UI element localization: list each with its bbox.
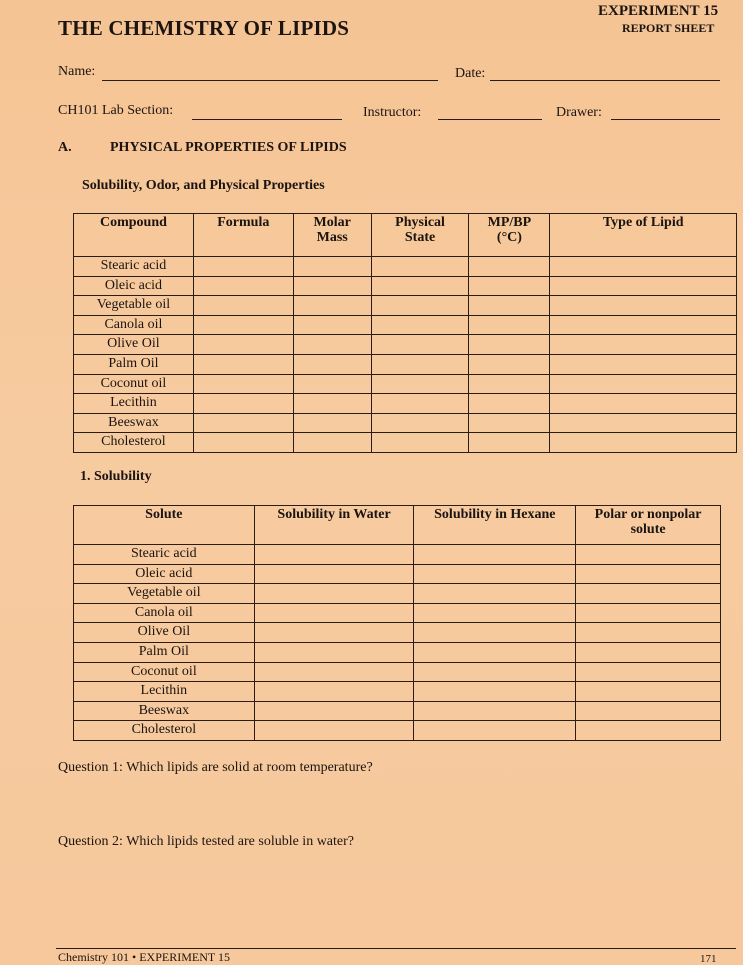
answer-cell[interactable] xyxy=(293,354,371,374)
col-solubility-hexane: Solubility in Hexane xyxy=(414,506,576,545)
date-field[interactable] xyxy=(490,80,720,81)
col-formula: Formula xyxy=(193,214,293,257)
answer-cell[interactable] xyxy=(576,721,721,741)
table-row xyxy=(74,701,721,721)
report-sheet-label: REPORT SHEET xyxy=(622,21,715,35)
answer-cell[interactable] xyxy=(550,374,737,394)
answer-cell[interactable] xyxy=(414,721,576,741)
answer-cell[interactable] xyxy=(469,374,550,394)
answer-cell[interactable] xyxy=(254,642,414,662)
instructor-field[interactable] xyxy=(438,119,542,120)
section-subtitle: Solubility, Odor, and Physical Properties xyxy=(82,178,325,193)
answer-cell[interactable] xyxy=(576,701,721,721)
answer-cell[interactable] xyxy=(469,315,550,335)
answer-cell[interactable] xyxy=(293,296,371,316)
col-solubility-water: Solubility in Water xyxy=(254,506,414,545)
answer-cell[interactable] xyxy=(254,603,414,623)
answer-cell[interactable] xyxy=(414,682,576,702)
row-label: Canola oil xyxy=(74,603,255,623)
col-compound: Compound xyxy=(74,214,194,257)
answer-cell[interactable] xyxy=(414,603,576,623)
answer-cell[interactable] xyxy=(371,374,469,394)
row-label: Palm Oil xyxy=(74,642,255,662)
answer-cell[interactable] xyxy=(414,642,576,662)
answer-cell[interactable] xyxy=(193,374,293,394)
answer-cell[interactable] xyxy=(193,257,293,277)
answer-cell[interactable] xyxy=(193,276,293,296)
answer-cell[interactable] xyxy=(550,335,737,355)
answer-cell[interactable] xyxy=(254,623,414,643)
table-row xyxy=(74,682,721,702)
answer-cell[interactable] xyxy=(576,564,721,584)
answer-cell[interactable] xyxy=(576,623,721,643)
table-row xyxy=(74,335,737,355)
row-label: Vegetable oil xyxy=(74,584,255,604)
row-label: Cholesterol xyxy=(74,433,194,453)
answer-cell[interactable] xyxy=(254,721,414,741)
experiment-label: EXPERIMENT 15 xyxy=(598,3,719,19)
table-row xyxy=(74,354,737,374)
solubility-table xyxy=(73,505,721,741)
row-label: Lecithin xyxy=(74,394,194,414)
row-label: Stearic acid xyxy=(74,545,255,565)
answer-cell[interactable] xyxy=(193,296,293,316)
section-letter: A. xyxy=(58,140,72,155)
answer-cell[interactable] xyxy=(254,545,414,565)
table-row xyxy=(74,315,737,335)
table-row xyxy=(74,276,737,296)
answer-cell[interactable] xyxy=(469,354,550,374)
answer-cell[interactable] xyxy=(193,354,293,374)
answer-cell[interactable] xyxy=(469,335,550,355)
answer-cell[interactable] xyxy=(550,315,737,335)
answer-cell[interactable] xyxy=(550,394,737,414)
answer-cell[interactable] xyxy=(469,276,550,296)
answer-cell[interactable] xyxy=(293,257,371,277)
answer-cell[interactable] xyxy=(576,642,721,662)
col-solute: Solute xyxy=(74,506,255,545)
row-label: Beeswax xyxy=(74,413,194,433)
answer-cell[interactable] xyxy=(193,335,293,355)
answer-cell[interactable] xyxy=(293,394,371,414)
question-2: Question 2: Which lipids tested are soluble in water? xyxy=(58,834,355,849)
row-label: Palm Oil xyxy=(74,354,194,374)
drawer-field[interactable] xyxy=(611,119,720,120)
answer-cell[interactable] xyxy=(371,315,469,335)
answer-cell[interactable] xyxy=(469,257,550,277)
col-polarity: Polar or nonpolar solute xyxy=(576,506,721,545)
row-label: Cholesterol xyxy=(74,721,255,741)
answer-cell[interactable] xyxy=(414,584,576,604)
answer-cell[interactable] xyxy=(293,276,371,296)
section-title: PHYSICAL PROPERTIES OF LIPIDS xyxy=(110,140,347,155)
lab-section-field[interactable] xyxy=(192,119,342,120)
table-row xyxy=(74,662,721,682)
table-row xyxy=(74,413,737,433)
table-row xyxy=(74,545,721,565)
drawer-label: Drawer: xyxy=(556,105,602,120)
date-label: Date: xyxy=(455,66,486,81)
answer-cell[interactable] xyxy=(550,354,737,374)
answer-cell[interactable] xyxy=(550,257,737,277)
footer-divider xyxy=(56,948,736,949)
table-row xyxy=(74,623,721,643)
name-label: Name: xyxy=(58,64,96,79)
answer-cell[interactable] xyxy=(576,545,721,565)
answer-cell[interactable] xyxy=(193,433,293,453)
table-header-row xyxy=(74,214,737,257)
question-1: Question 1: Which lipids are solid at room temperature? xyxy=(58,760,373,775)
answer-cell[interactable] xyxy=(414,545,576,565)
answer-cell[interactable] xyxy=(576,584,721,604)
row-label: Coconut oil xyxy=(74,374,194,394)
answer-cell[interactable] xyxy=(254,682,414,702)
table-header-row xyxy=(74,506,721,545)
row-label: Canola oil xyxy=(74,315,194,335)
instructor-label: Instructor: xyxy=(363,105,422,120)
answer-cell[interactable] xyxy=(254,584,414,604)
table-row xyxy=(74,603,721,623)
answer-cell[interactable] xyxy=(193,413,293,433)
answer-cell[interactable] xyxy=(371,276,469,296)
table-row xyxy=(74,642,721,662)
answer-cell[interactable] xyxy=(414,701,576,721)
answer-cell[interactable] xyxy=(371,413,469,433)
table-row xyxy=(74,394,737,414)
solubility-heading: 1. Solubility xyxy=(80,469,152,484)
answer-cell[interactable] xyxy=(293,315,371,335)
answer-cell[interactable] xyxy=(414,623,576,643)
row-label: Oleic acid xyxy=(74,564,255,584)
answer-cell[interactable] xyxy=(193,394,293,414)
table-row xyxy=(74,721,721,741)
answer-cell[interactable] xyxy=(371,257,469,277)
footer-text: Chemistry 101 • EXPERIMENT 15 xyxy=(58,950,230,964)
answer-cell[interactable] xyxy=(550,296,737,316)
answer-cell[interactable] xyxy=(414,564,576,584)
answer-cell[interactable] xyxy=(293,374,371,394)
col-physical-state: Physical State xyxy=(371,214,469,257)
table-row xyxy=(74,564,721,584)
answer-cell[interactable] xyxy=(293,433,371,453)
answer-cell[interactable] xyxy=(371,354,469,374)
col-type-of-lipid: Type of Lipid xyxy=(550,214,737,257)
answer-cell[interactable] xyxy=(469,413,550,433)
row-label: Olive Oil xyxy=(74,335,194,355)
row-label: Oleic acid xyxy=(74,276,194,296)
answer-cell[interactable] xyxy=(576,603,721,623)
row-label: Lecithin xyxy=(74,682,255,702)
name-field[interactable] xyxy=(102,80,438,81)
answer-cell[interactable] xyxy=(469,394,550,414)
table-row xyxy=(74,296,737,316)
col-molar-mass: Molar Mass xyxy=(293,214,371,257)
answer-cell[interactable] xyxy=(371,335,469,355)
page-number: 171 xyxy=(700,953,717,965)
answer-cell[interactable] xyxy=(469,296,550,316)
answer-cell[interactable] xyxy=(254,701,414,721)
row-label: Olive Oil xyxy=(74,623,255,643)
answer-cell[interactable] xyxy=(414,662,576,682)
answer-cell[interactable] xyxy=(193,315,293,335)
table-row xyxy=(74,433,737,453)
answer-cell[interactable] xyxy=(469,433,550,453)
answer-cell[interactable] xyxy=(550,276,737,296)
answer-cell[interactable] xyxy=(550,413,737,433)
table-row xyxy=(74,257,737,277)
answer-cell[interactable] xyxy=(371,394,469,414)
row-label: Coconut oil xyxy=(74,662,255,682)
row-label: Beeswax xyxy=(74,701,255,721)
answer-cell[interactable] xyxy=(576,682,721,702)
col-mp-bp: MP/BP (°C) xyxy=(469,214,550,257)
row-label: Stearic acid xyxy=(74,257,194,277)
answer-cell[interactable] xyxy=(293,335,371,355)
page-title: THE CHEMISTRY OF LIPIDS xyxy=(58,16,350,40)
table-row xyxy=(74,584,721,604)
answer-cell[interactable] xyxy=(254,662,414,682)
answer-cell[interactable] xyxy=(293,413,371,433)
answer-cell[interactable] xyxy=(550,433,737,453)
answer-cell[interactable] xyxy=(254,564,414,584)
answer-cell[interactable] xyxy=(371,433,469,453)
answer-cell[interactable] xyxy=(371,296,469,316)
lab-section-label: CH101 Lab Section: xyxy=(58,103,174,118)
answer-cell[interactable] xyxy=(576,662,721,682)
row-label: Vegetable oil xyxy=(74,296,194,316)
table-row xyxy=(74,374,737,394)
physical-properties-table xyxy=(73,213,737,453)
